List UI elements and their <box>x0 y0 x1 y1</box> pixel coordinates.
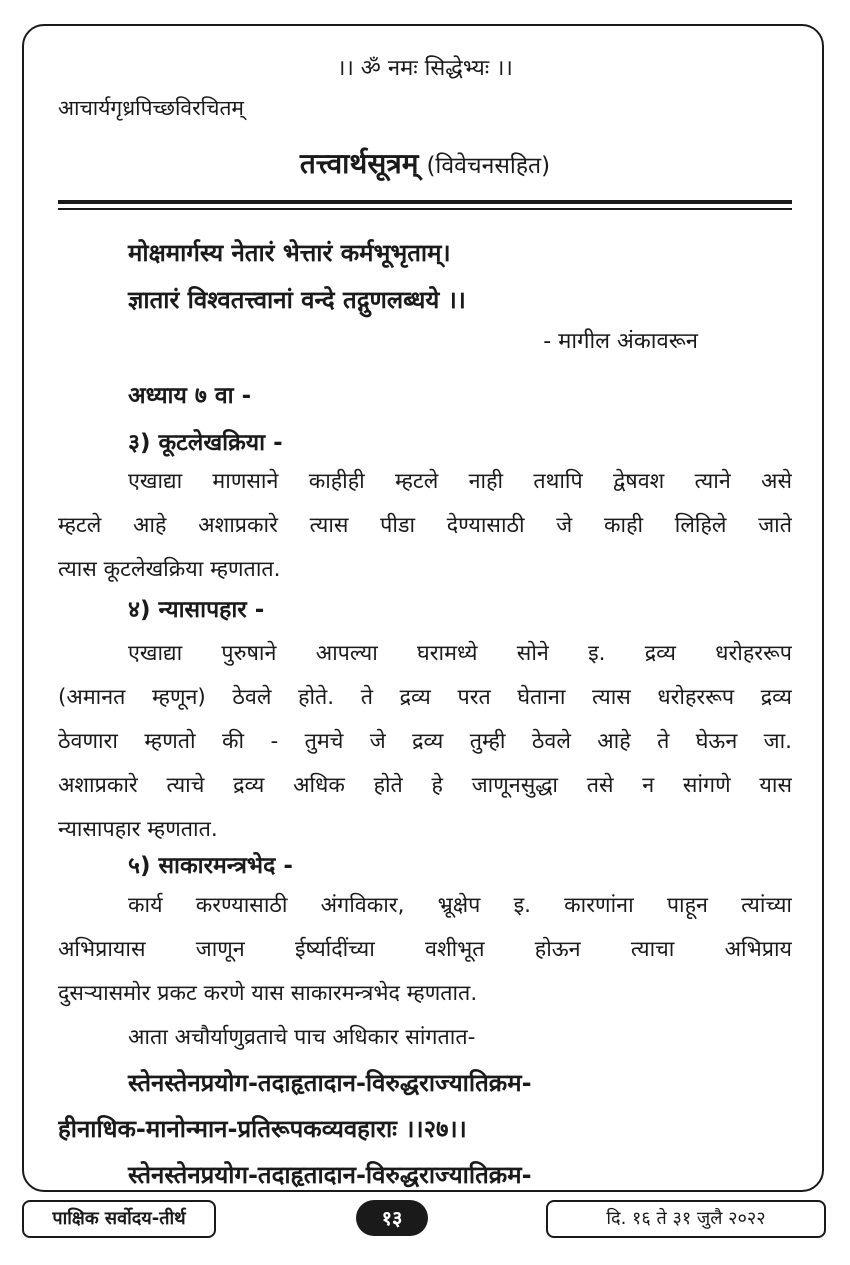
body-line: त्यास कूटलेखक्रिया म्हणतात. <box>58 557 281 582</box>
verse-line-2: ज्ञातारं विश्वतत्त्वानां वन्दे तद्गुणलब्धये ।। <box>128 286 466 314</box>
title-subtitle: (विवेचनसहित) <box>426 153 551 179</box>
section-heading-3: ३) कूटलेखक्रिया - <box>128 430 283 456</box>
body-line: न्यासापहार म्हणतात. <box>58 817 218 842</box>
body-line: एखाद्या पुरुषाने आपल्या घरामध्ये सोने इ. द्रव्य धरोहररूप <box>128 641 792 666</box>
body-line: अभिप्रायास जाणून ईर्ष्यादींच्या वशीभूत होऊन त्याचा अभिप्राय <box>58 937 792 962</box>
section-heading-5: ५) साकारमन्त्रभेद - <box>128 853 293 879</box>
header-rule-thin <box>58 208 792 210</box>
body-line: दुसऱ्यासमोर प्रकट करणे यास साकारमन्त्रभेद म्हणतात. <box>58 981 478 1006</box>
verse-source: - मागील अंकावरून <box>543 329 698 354</box>
sutra-block <box>58 1060 792 1198</box>
issue-date: दि. १६ ते ३१ जुलै २०२२ <box>546 1200 826 1238</box>
author-line: आचार्यगृध्रपिच्छविरचितम् <box>58 96 244 120</box>
sutra-line-1: स्तेनस्तेनप्रयोग-तदाहृतादान-विरुद्धराज्यातिक्रम- <box>128 1069 532 1097</box>
section-heading-4: ४) न्यासापहार - <box>128 597 265 623</box>
intro-line: आता अचौर्याणुव्रताचे पाच अधिकार सांगतात- <box>128 1025 476 1050</box>
invocation: ।। ॐ नमः सिद्धेभ्यः ।। <box>337 56 513 81</box>
page-title <box>0 144 850 182</box>
body-line: एखाद्या माणसाने काहीही म्हटले नाही तथापि द्वेषवश त्याने असे <box>128 469 792 494</box>
title-text: तत्त्वार्थसूत्रम् <box>299 147 419 180</box>
sutra-line-2: हीनाधिक-मानोन्मान-प्रतिरूपकव्यवहाराः ।।२७।। <box>58 1115 467 1143</box>
body-line: (अमानत म्हणून) ठेवले होते. ते द्रव्य परत घेताना त्यास धरोहररूप द्रव्य <box>58 685 792 710</box>
body-line: कार्य करण्यासाठी अंगविकार, भ्रूक्षेप इ. कारणांना पाहून त्यांच्या <box>128 893 792 918</box>
publication-name: पाक्षिक सर्वोदय-तीर्थ <box>22 1200 216 1238</box>
header-rule-thick <box>58 200 792 204</box>
verse-line-1: मोक्षमार्गस्य नेतारं भेत्तारं कर्मभूभृताम्। <box>128 239 451 267</box>
body-line: ठेवणारा म्हणतो की - तुमचे जे द्रव्य तुम्ही ठेवले आहे ते घेऊन जा. <box>58 729 792 754</box>
chapter-heading: अध्याय ७ वा - <box>128 383 252 409</box>
section-body-3 <box>58 460 792 592</box>
body-line: म्हटले आहे अशाप्रकारे त्यास पीडा देण्यासाठी जे काही लिहिले जाते <box>58 513 792 538</box>
page-number: १३ <box>356 1200 428 1236</box>
section-body-5 <box>58 884 792 1016</box>
body-line: अशाप्रकारे त्याचे द्रव्य अधिक होते हे जाणूनसुद्धा तसे न सांगणे यास <box>58 773 792 798</box>
sutra-line-3: स्तेनस्तेनप्रयोग-तदाहृतादान-विरुद्धराज्यातिक्रम- <box>128 1161 532 1189</box>
section-body-4 <box>58 632 792 852</box>
